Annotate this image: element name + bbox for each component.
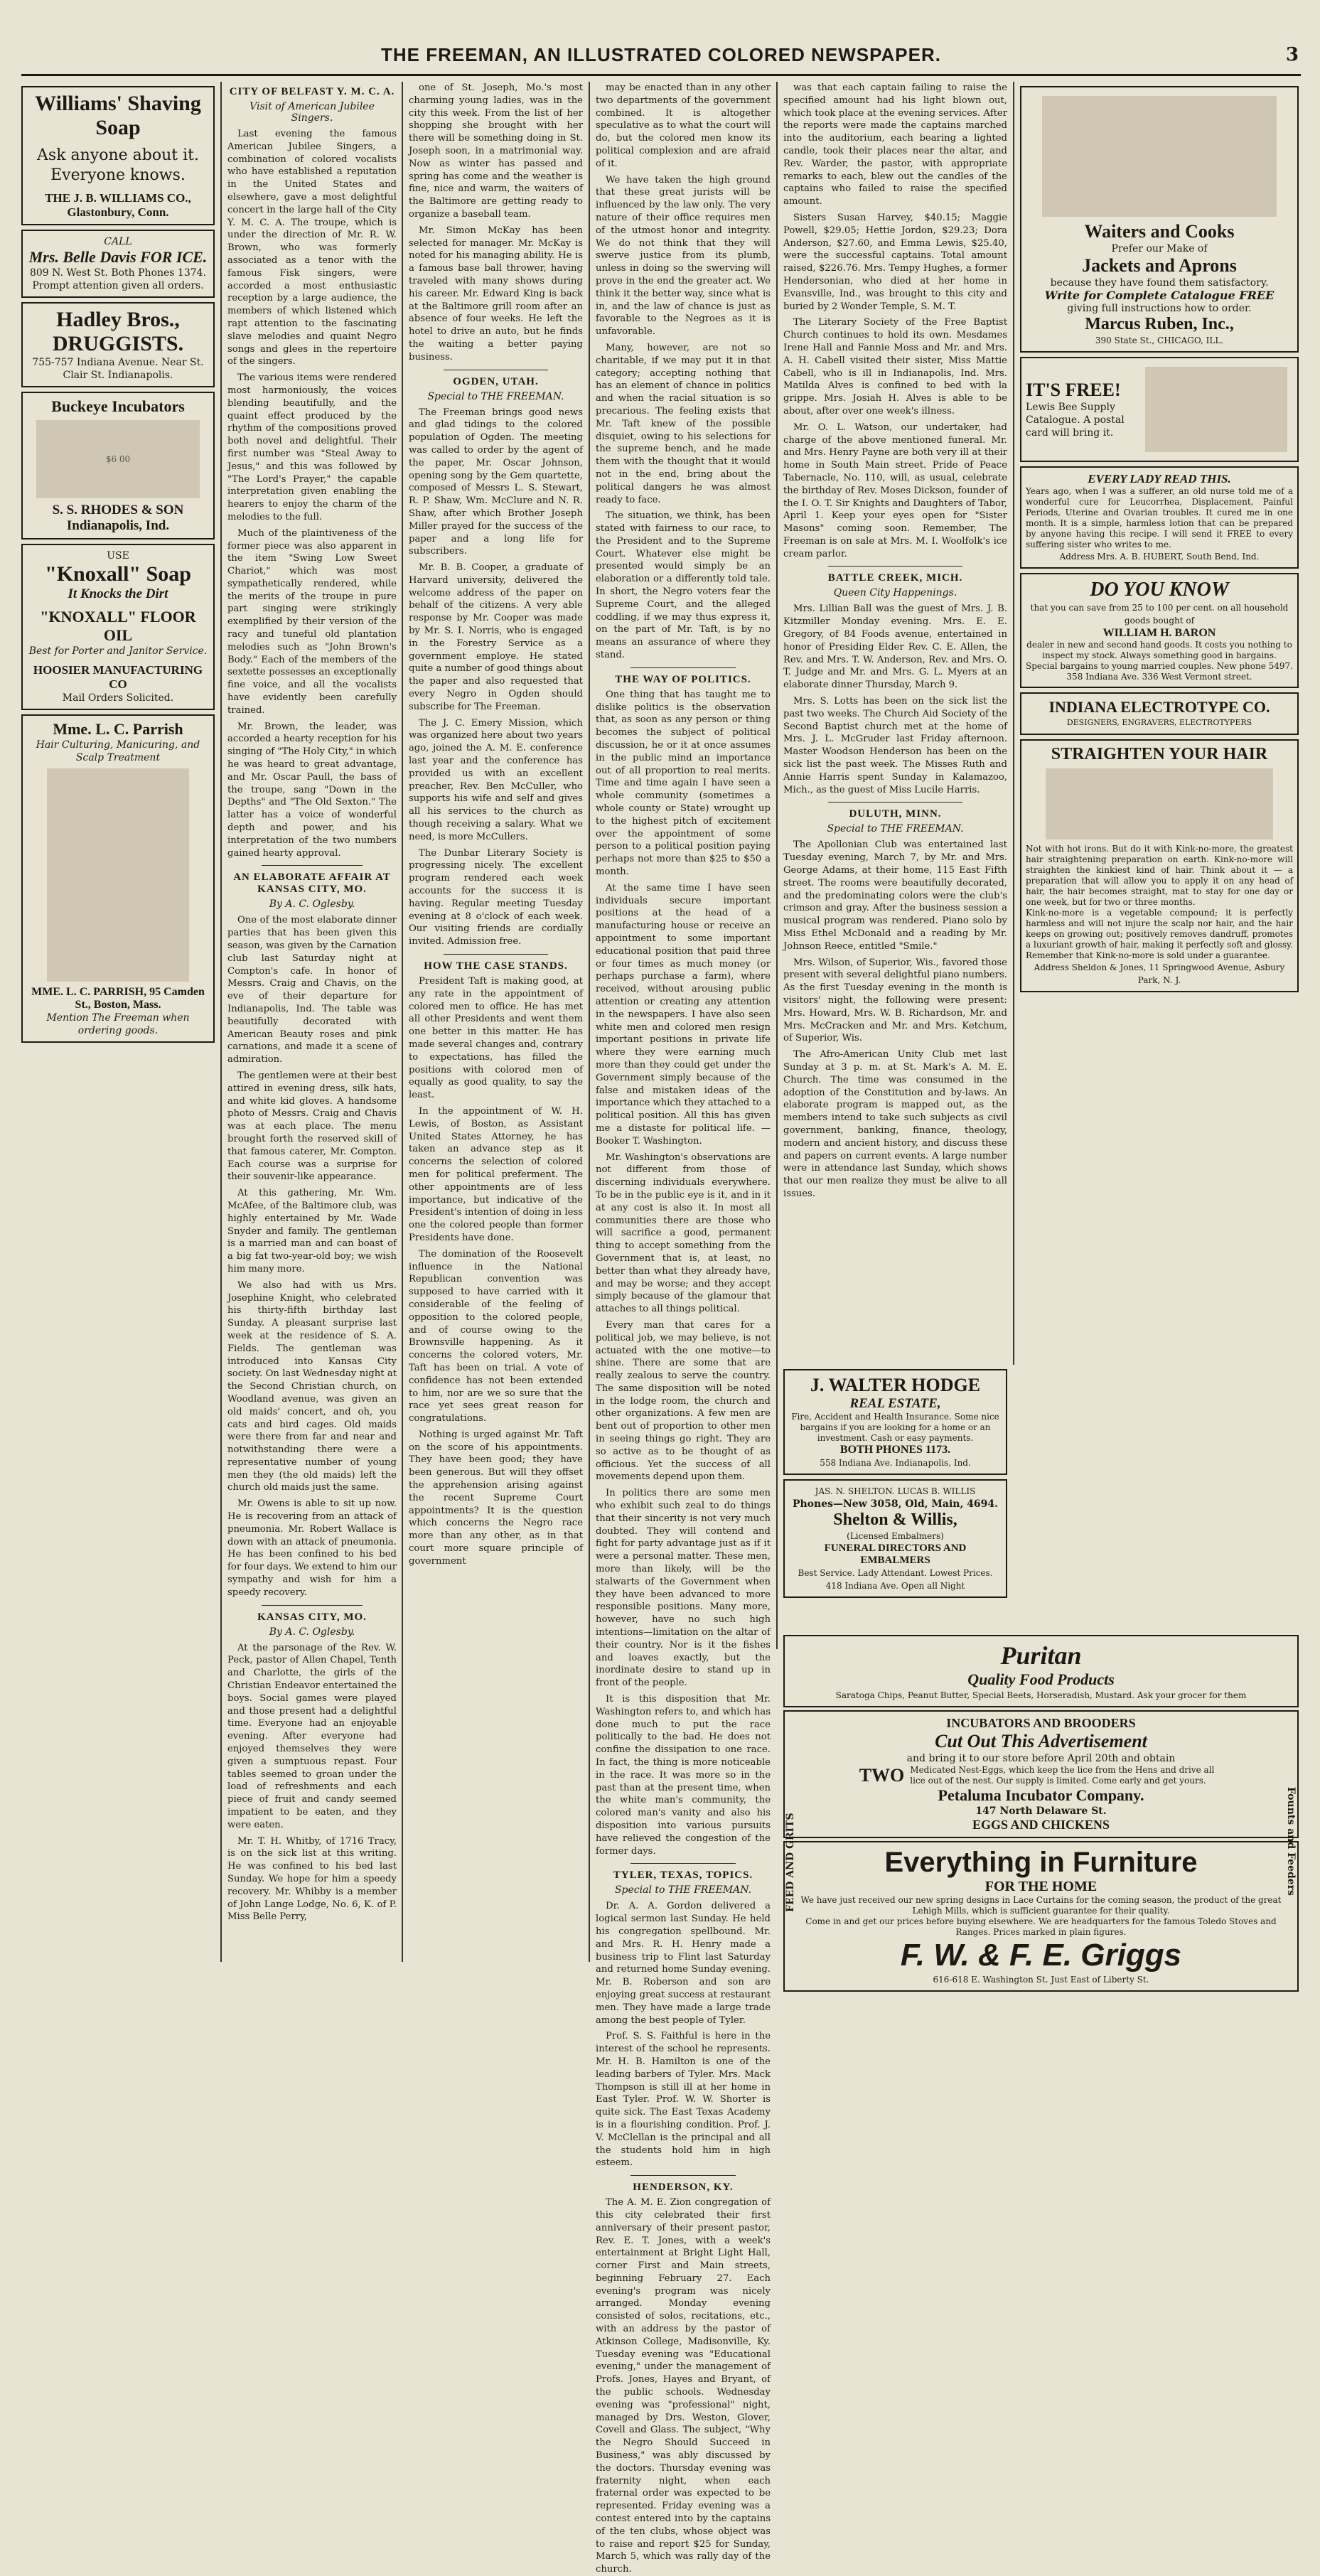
bring-text: and bring it to our store before April 20th and obtain [906,1753,1176,1764]
page-number: 3 [1285,44,1299,65]
shelton-funeral: FUNERAL DIRECTORS AND EMBALMERS [824,1542,967,1566]
headline-henderson: HENDERSON, KY. [633,2181,734,2194]
belle-davis-address: 809 N. West St. Both Phones 1374. Prompt attention given all orders. [29,267,207,291]
shelton-subtitle: (Licensed Embalmers) [847,1531,944,1541]
electrotype-subtitle: DESIGNERS, ENGRAVERS, ELECTROTYPERS [1066,718,1252,727]
dateline: Special to THE FREEMAN. [827,823,964,835]
column-ads-left [21,82,215,1969]
knocks-dirt: It Knocks the Dirt [68,586,168,601]
bee-illustration [1145,367,1287,452]
article-paragraph: The gentlemen were at their best attired in evening dress, silk hats, and white kid gloves. A handsome photo of Messrs. Craig and Chavis was at each place. The menu brought forth the reserved skill of that famous caterer, Mr. Compton. Each course was a surprise for their souvenir-like appearance. [227,1070,397,1183]
parrish-ad [21,714,215,1043]
article-paragraph: one of St. Joseph, Mo.'s most charming young ladies, was in the city this week. From the list of her shopping she brought with her there will be something doing in St. Joseph soon, in a matrimonial way. Now as winter has passed and spring has come and the weather is fine, nice and warm, the waiters of the Baltimore are getting ready to organize a baseball team. [409,82,583,220]
furniture-text-2: Come in and get our prices before buying elsewhere. We are headquarters for the famous Toledo Stoves and Ranges. Prices marked in plain figures. [805,1916,1277,1937]
article-separator [262,1605,363,1606]
article-paragraph: In the appointment of W. H. Lewis, of Boston, as Assistant United States Attorney, he has taken an advance step as it concerns the selection of colored men for political preferment. The other appointments are of less importance, but indicative of the President's intention of doing in less one the colored people than former Presidents have done. [409,1105,583,1243]
hoosier-name: HOOSIER MANUFACTURING CO [33,663,203,691]
nest-eggs-text: Medicated Nest-Eggs, which keep the lice from the Hens and drive all lice out of the nest. Our supply is limited. Come early and get yours. [910,1765,1215,1786]
article-paragraph: Last evening the famous American Jubilee Singers, a combination of colored vocalists who have established a reputation in the United States and elsewhere, gave a most delightful concert in the large hall of the City Y. M. C. A. The troupe, which is under the direction of Mr. R. W. Brown, who was formerly associated as a tenor with the famous Fisk singers, were accorded a most enthusiastic reception by a large audience, the members of which listened which rapt attention to the fascinating slave melodies and quaint Negro songs and glees in the repertoire of the singers. [227,129,397,367]
knoxall-soap: "Knoxall" Soap [45,562,191,586]
incubators-title: INCUBATORS AND BROODERS [946,1716,1136,1730]
williams-company: THE J. B. WILLIAMS CO., Glastonbury, Conn. [45,191,191,219]
article-separator [631,2175,736,2176]
williams-ad [21,86,215,225]
column-divider [776,82,778,1649]
hadley-name: Hadley Bros., DRUGGISTS. [52,308,184,355]
jackets-title: Jackets and Aprons [1082,255,1237,276]
article-paragraph: The J. C. Emery Mission, which was organized here about two years ago, joined the A. M. E. conference last year and the conference has provided us with an excellent preacher, Rev. Ben McCuller, who supports his wife and self and gives all his services to the church as though receiving a salary. What we need, is more McCullers. [409,717,583,842]
shelton-name: Shelton & Willis, [833,1510,957,1529]
kink-text: Not with hot irons. But do it with Kink-no-more, the greatest hair straightening preparation on earth. Kink-no-more will straighten the kinkiest kind of hair. Think about it — a preparation that will allow you to apply it on any head of hair, the hair becomes straight, mat to stay for one day or one week, but for two or three months. [1026,844,1293,907]
porter-service: Best for Porter and Janitor Service. [28,645,208,657]
kink-text-2: Kink-no-more is a vegetable compound; it is perfectly harmless and will not injure the scalp nor hair, and the hair keeps on growing out; positively removes dandruff, promotes a luxuriant growth of hair, making it perfectly soft and glossy. Remember that Kink-no-more is sold under a guarantee. [1026,908,1293,960]
baron-name: WILLIAM H. BARON [1102,627,1216,639]
headline-tyler: TYLER, TEXAS, TOPICS. [613,1869,753,1882]
article-paragraph: Mr. T. H. Whitby, of 1716 Tracy, is on the sick list at this writing. He was confined to his bed last Sunday. We hope for him a speedy recovery. Mr. Whibby is a member of John Lange Lodge, No. 6, K. of P. Miss Belle Perry, [227,1835,397,1923]
knoxall-ad [21,544,215,710]
waiters-illustration [1042,96,1277,217]
article-paragraph: Mr. Brown, the leader, was accorded a hearty reception for his singing of "The Holy City," in which he was heard to great advantage, and Mr. Oscar Paull, the bass of the troupe, sang "Down in the Depths" and "The Old Sexton." The latter has a voice of wonderful depth and power, and his interpretation of the two numbers gained hearty approval. [227,721,397,859]
furniture-text: We have just received our new spring designs in Lace Curtains for the coming season, the product of the great Lehigh Mills, which is sufficient guarantee for their quality. [800,1895,1282,1916]
lady-title: EVERY LADY READ THIS. [1088,472,1231,485]
know-title: DO YOU KNOW [1090,579,1229,601]
puritan-text: Saratoga Chips, Peanut Butter, Special Beets, Horseradish, Mustard. Ask your grocer for them [835,1690,1247,1700]
use-label: USE [107,550,129,562]
article-paragraph: was that each captain failing to raise the specified amount had his light blown out, which took place at the evening services. After the reports were made the captains marched into the auditorium, each bearing a lighted candle, took their places near the altar, and Rev. Warder, the pastor, with appropriate remarks to each, blew out the candles of the captains who failed to raise the specified amount. [783,82,1007,208]
bottom-ads [783,1635,1299,1985]
article-paragraph: The Afro-American Unity Club met last Sunday at 3 p. m. at St. Mark's A. M. E. Church. The time was consumed in the adoption of the Constitution and by-laws. An elaborate program is mapped out, as the members intend to take such subjects as civil government, banking, finance, theology, modern and ancient history, and discuss these and papers on current events. A large number were in attendance last Sunday, which shows that our men realize they must be alive to all issues. [783,1049,1007,1199]
hodge-insurance: Fire, Accident and Health Insurance. Some nice bargains if you are looking for a home or an investment. Cash or easy payments. [791,1412,999,1443]
catalogue-offer: Write for Complete Catalogue FREE [1044,289,1275,302]
headline-kansas-city: KANSAS CITY, MO. [257,1611,367,1623]
petaluma-name: Petaluma Incubator Company. [938,1786,1144,1804]
subhead-belfast: Visit of American Jubilee Singers. [249,101,375,124]
headline-belfast: CITY OF BELFAST Y. M. C. A. [229,86,395,97]
article-paragraph: At this gathering, Mr. Wm. McAfee, of the Baltimore club, was highly entertained by Mr. Wade Snyder and family. The gentleman is a married man and can boast of a big fat two-year-old boy; we wish him many more. [227,1188,397,1274]
know-text: that you can save from 25 to 100 per cent. on all household goods bought of [1030,603,1289,626]
article-paragraph: Many, however, are not so charitable, if we may put it in that category; accepting nothing that has an element of chance in politics and when the racial situation is so precarious. The feeling exists that Mr. Taft knew of the possible disquiet, owing to his selections for the supreme bench, and he made them with the thought that it would not in the end, bring about the political dangers he was almost ready to face. [596,342,771,505]
hadley-ad [21,302,215,387]
dateline: Special to THE FREEMAN. [614,1884,752,1896]
kink-ad [1020,739,1299,992]
eggs-chickens: EGGS AND CHICKENS [972,1818,1110,1832]
article-separator [828,802,962,803]
lady-text: Years ago, when I was a sufferer, an old nurse told me of a wonderful cure for Leucorrhea, Displacement, Painful Periods, Uterine and Ovarian troubles. It cured me in one month. It is a simple, harmless lotion that can be prepared by anyone having this recipe. I will send it FREE to every suffering sister who writes to me. [1026,486,1293,549]
article-paragraph: Much of the plaintiveness of the former piece was also apparent in the item "Swing Low Sweet Chariot," which was most sympathetically rendered, while the merits of the troupe in pure part singing were strikingly exemplified by their version of the racy and tuneful old plantation melodies such as "John Brown's Body." Each of the members of the sextette possesses an exceptionally fine voice, and all the vocalists have evidently been carefully trained. [227,527,397,716]
article-paragraph: Dr. A. A. Gordon delivered a logical sermon last Sunday. He held his congregation spellbound. Mr. and Mrs. R. H. Henry made a business trip to Flint last Saturday and returned home Sunday evening. Mr. B. Roberson and son are enjoying great success at restaurant men. They have made a large trade among the best people of Tyler. [596,1901,771,2026]
feed-grits-label: FEED AND GRITS [785,1813,796,1912]
hair-illustration [1046,768,1273,839]
column-ads-right [1020,82,1299,1365]
article-paragraph: The Literary Society of the Free Baptist Church continues to hold its own. Mesdames Irene Hall and Fannie Moss and Mr. and Mrs. A. H. Cabell visited their sister, Miss Mattie Cabell, who is ill in Indianapolis, Ind. Mrs. Matilda Alves is confined to bed with la grippe. Mrs. Josiah H. Alves is able to be about, after over one week's illness. [783,317,1007,417]
article-paragraph: At the same time I have seen individuals secure important positions at the head of a manufacturing house or receive an appointment to some important educational position that paid three or four times as much money (or perhaps purchase a farm), where received, without arousing public attention or creating any attention in the newspapers. I have also seen white men and colored men resign important positions in private life where they were earning much more than they could get under the Government simply because of the false and mistaken ideas of the importance which they attached to a political position. All this has given me a distaste for political life. — Booker T. Washington. [596,882,771,1147]
dateline: Special to THE FREEMAN. [427,390,564,402]
article-paragraph: We also had with us Mrs. Josephine Knight, who celebrated his thirty-fifth birthday last Sunday. A pleasant surprise last week at the residence of S. A. Fields. The gentleman was introduced into Kansas City society. On last Wednesday night at the Second Christian church, on Woodland avenue, was given an old maids' concert, and oh, you cats and bird cages. Old maids were there from far and near and notwithstanding there were a representative number of young men they (the old maids) left the church old maids just the same. [227,1279,397,1493]
parrish-subtitle: Hair Culturing, Manicuring, and Scalp Treatment [36,739,200,763]
article-paragraph: Mr. Simon McKay has been selected for manager. Mr. McKay is noted for his managing ability. He is a famous base ball thrower, having traveled with many shows during his career. Mr. Edward King is back at the Baltimore grill room after an absence of four weeks. He left the hotel to drive an auto, but he finds the waiting a better paying business. [409,225,583,363]
griggs-ad [783,1841,1299,1992]
article-paragraph: One of the most elaborate dinner parties that has been given this season, was given by the Carnation club last Saturday night at Compton's cafe. In honor of Messrs. Craig and Chavis, on the eve of their departure for Indianapolis, Ind. The table was beautifully decorated with American Beauty roses and pink carnations, and made it a scene of admiration. [227,915,397,1066]
article-paragraph: may be enacted than in any other two departments of the government combined. It is altogether speculative as to what the court will do, but the colored men know its political complexion and are afraid of it. [596,82,771,169]
article-paragraph: One thing that has taught me to dislike politics is the observation that, as soon as any person or thing becomes the subject of political discussion, he or it at once assumes in the public mind an importance out of all proportion to real merits. Time and time again I have seen a whole community (sometimes a whole county or State) wrought up to the highest pitch of excitement over the appointment of some person to a political position paying perhaps not more than $25 to $50 a month. [596,689,771,878]
hodge-ad [783,1369,1007,1475]
masthead: THE FREEMAN, AN ILLUSTRATED COLORED NEWSPAPER. [381,44,941,65]
for-home: FOR THE HOME [984,1879,1098,1894]
baron-ad [1020,573,1299,688]
griggs-name: F. W. & F. E. Griggs [900,1938,1182,1973]
shelton-names: JAS. N. SHELTON. LUCAS B. WILLIS [815,1486,976,1496]
article-paragraph: The various items were rendered most harmoniously, the voices blending beautifully, and the quaint effect produced by the rhythm of the compositions proved both novel and delightful. Their first number was "Steal Away to Jesus," and this was followed by "The Lord's Prayer," the capable interpretation given enabling the hearers to enjoy the charm of the melodies to the full. [227,372,397,522]
article-paragraph: Every man that cares for a political job, we may believe, is not actuated with the one motive—to shine. There are some that are really zealous to serve the country. The same disposition will be noted in the lodge room, the church and other organizations. A few men are bent out of proportion to other men in seeing things go right. They are so active as to be thought of as officious. Yet the success of all movements depend upon them. [596,1319,771,1483]
free-text: Lewis Bee Supply Catalogue. A postal card will bring it. [1026,402,1125,439]
griggs-address: 616-618 E. Washington St. Just East of Liberty St. [933,1975,1149,1985]
article-paragraph: Mr. O. L. Watson, our undertaker, had charge of the above mentioned funeral. Mr. and Mrs. Henry Payne are both very ill at their home in South Main street. Pride of Peace Tabernacle, No. 110, will, as usual, celebrate the birthday of Rev. Moses Dickson, founder of the I. O. T. Sir Knights and Daughters of Tabor, April 1. Keep your eyes open for "Sister Masons" coming soon. Remember, The Freeman is on sale at Mrs. M. I. Woolfolk's ice cream parlor. [783,422,1007,559]
hodge-subtitle: REAL ESTATE, [849,1396,941,1411]
column-divider [589,82,590,1962]
column-divider [402,82,403,1962]
article-paragraph: The Freeman brings good news and glad tidings to the colored population of Ogden. The meeting was called to order by the agent of the paper, Mr. Oscar Johnson, opening song by the Gem quartette, composed of Messrs L. S. Stewart, R. P. Shaw, Wm. McClure and N. R. Shaw, after which Brother Joseph Miller prayed for the success of the paper and a long life for subscribers. [409,407,583,557]
lady-ad [1020,466,1299,569]
article-paragraph: Mrs. S. Lotts has been on the sick list the past two weeks. The Church Aid Society of the Second Baptist church met at the home of Mrs. J. L. McGruder last Friday afternoon. Master Woodson Henderson has been on the sick list the past week. The Misses Ruth and Annie Harris spent Sunday in Kalamazoo, Mich., as the guest of Miss Lucile Harris. [783,696,1007,795]
article-paragraph: The Apollonian Club was entertained last Tuesday evening, March 7, by Mr. and Mrs. George Adams, at their home, 115 East Fifth street. The rooms were beautifully decorated, and the predominating colors were the club's crimson and gray. After the business session a musical program was rendered. Piano solo by Miss Ethel McDonald and a reading by Mr. Johnson Reece, entitled "Smile." [783,839,1007,952]
article-paragraph: Mrs. Wilson, of Superior, Wis., favored those present with several delightful piano numbers. As the first Tuesday evening in the month is visitors' night, the following were present: Mrs. Howard, Mrs. W. B. Richardson, Mr. and Mrs. McCracken and Mr. and Mrs. Ketchum, of Superior, Wis. [783,957,1007,1044]
article-separator [631,667,736,668]
article-separator [631,1863,736,1864]
headline-duluth: DULUTH, MINN. [849,808,942,820]
parrish-name: Mme. L. C. Parrish [53,720,183,738]
hodge-phone: BOTH PHONES 1173. [839,1444,951,1456]
straighten-title: STRAIGHTEN YOUR HAIR [1051,745,1268,763]
article-paragraph: Prof. S. S. Faithful is here in the interest of the school he represents. Mr. H. B. Hamilton is one of the leading barbers of Tyler. Mrs. Mack Thompson is still ill at her home in East Tyler. Prof. W. W. Shorter is quite sick. The East Texas Academy is in a flourishing condition. Prof. J. V. McClellan is the principal and all the students hold him in high esteem. [596,2031,771,2169]
belle-davis-name: Mrs. Belle Davis FOR ICE. [28,248,208,266]
ruben-address: 390 State St., CHICAGO, ILL. [1095,336,1224,345]
article-paragraph: Nothing is urged against Mr. Taft on the score of his appointments. They have been good; they have been generous. But will they offset the apprehension arising against the recent Supreme Court appointments? It is the question which concerns the Negro race more than any other, as in that court more square principle of government [409,1429,583,1567]
article-paragraph: We have taken the high ground that these great jurists will be influenced by the law only. The very nature of their office requires men of the utmost honor and integrity. We do not think that they will swerve justice from its plumb, unless in doing so the swerving will prove in the end the greater act. We think it the better way, since what is in, and the law of chance is just as favorable to the Negroes as it is unfavorable. [596,174,771,338]
waiters-prefer: Prefer our Make of [1111,243,1208,254]
column-divider [220,82,222,1962]
column-5-ads [783,1365,1007,1628]
puritan-ad [783,1635,1299,1707]
subhead: Queen City Happenings. [833,587,957,599]
article-paragraph: Sisters Susan Harvey, $40.15; Maggie Powell, $29.05; Hettie Jordon, $29.23; Dora Anderson, $27.60, and Emma Lewis, $25.40, were the successful captains. Total amount raised, $226.76. Mrs. Tempy Hughes, a former Hendersonian, who died at her home in Evansville, Ind., was brought to this city and buried by 2 Wonder Temple, S. M. T. [783,212,1007,312]
knoxall-floor-oil: "KNOXALL" FLOOR OIL [40,608,196,644]
article-separator [262,865,363,866]
column-3 [409,82,583,1969]
column-divider [1013,82,1014,1365]
hadley-address: 755-757 Indiana Avenue. Near St. Clair St. Indianapolis. [32,357,204,381]
headline-battle-creek: BATTLE CREEK, MICH. [827,572,963,584]
buckeye-ad [21,392,215,540]
headline-way-of-politics: THE WAY OF POLITICS. [615,673,751,685]
baron-text: dealer in new and second hand goods. It costs you nothing to inspect my stock. Always something good in bargains. Special bargains to young married couples. New phone 5497. 358 Indiana Ave. 336 West Vermont street. [1026,640,1293,682]
article-paragraph: President Taft is making good, at any rate in the appointment of colored men to office. He has met all other Presidents and went them one better in this matter. He has made several changes and, contrary to expectations, has filled the positions with colored men of equally as good quality, to say the least. [409,976,583,1101]
williams-title: Williams' Shaving Soap [35,92,201,139]
shelton-service: Best Service. Lady Attendant. Lowest Prices. [798,1568,993,1578]
order-instructions: giving full instructions how to order. [1067,303,1252,314]
masthead-rule [21,74,1301,76]
article-paragraph: The Dunbar Literary Society is progressing nicely. The excellent program rendered each week accounts for the success it is having. Regular meeting Tuesday evening at 8 o'clock of each week. Our visiting friends are cordially invited. Admission free. [409,847,583,948]
founts-feeders-label: Founts and Feeders [1285,1786,1297,1896]
parrish-note: Mention The Freeman when ordering goods. [46,1012,190,1036]
call-label: CALL [104,236,132,247]
ruben-name: Marcus Ruben, Inc., [1085,315,1234,333]
article-paragraph: In politics there are some men who exhibit such zeal to do things that their sincerity is not very much doubted. They will contend and fight for party advantage just as if it were a personal matter. These men, more than likely, will be the stalwarts of the Government when they have been advanced to more responsible positions. Many more, however, have no such high intentions—limitation on the altar of their country. Nor is it the fishes and loaves exactly, but the inordinate desire to stand up in front of the people. [596,1488,771,1689]
article-paragraph: It is this disposition that Mr. Washington refers to, and which has done much to put the race politically to the bad. He does not confine the dissipation to one race. In fact, the thing is more noticeable in the race. It was more so in the past than at the present time, when the white man's community, the colored man's vanity and also his disposition into various pursuits have relieved the congestion of the former days. [596,1694,771,1857]
article-paragraph: At the parsonage of the Rev. W. Peck, pastor of Allen Chapel, Tenth and Charlotte, the girls of the Christian Endeavor entertained the boys. Social games were played and those present had a delightful time. Everyone had an enjoyable evening. After everyone had enjoyed themselves they were given a sumptuous repast. Four tables seemed to groan under the load of refreshments and each piece of fruit and candy seemed impatient to be eaten, and they were eaten. [227,1642,397,1830]
column-5 [783,82,1007,1358]
headline-kansas-affair: AN ELABORATE AFFAIR AT KANSAS CITY, MO. [233,871,391,896]
headline-case-stands: HOW THE CASE STANDS. [424,960,568,972]
belle-davis-ad [21,230,215,298]
cutout-title: Cut Out This Advertisement [935,1731,1147,1751]
article-separator [828,566,962,567]
bee-supply-ad [1020,357,1299,462]
hodge-name: J. WALTER HODGE [810,1375,981,1395]
portrait-illustration [47,768,189,982]
williams-text: Ask anyone about it. Everyone knows. [37,146,199,184]
petaluma-ad [783,1710,1299,1838]
byline: By A. C. Oglesby. [269,1626,355,1638]
ruben-ad [1020,86,1299,353]
shelton-phones: Phones—New 3058, Old, Main, 4694. [792,1498,999,1510]
shelton-address: 418 Indiana Ave. Open all Night [825,1581,965,1591]
puritan-title: Puritan [1000,1641,1082,1670]
buckeye-title: Buckeye Incubators [51,397,185,415]
column-2 [227,82,397,1969]
article-paragraph: Mrs. Lillian Ball was the guest of Mrs. J. B. Kitzmiller Monday evening. Mrs. E. E. Gregory, of 84 Foods avenue, entertained in honor of Presiding Elder Rev. C. E. Allen, the Rev. and Mrs. T. W. Anderson, Rev. and Mrs. O. T. Judge and Mr. and Mrs. G. L. Myers at an elaborate dinner Thursday, March 9. [783,603,1007,691]
article-paragraph: The A. M. E. Zion congregation of this city celebrated their first anniversary of their present pastor, Rev. E. T. Jones, with a week's entertainment at Bright Light Hall, corner First and Main streets, beginning February 27. Each evening's program was nicely arranged. Monday evening consisted of solos, recitations, etc., with an address by the pastor of Atkinson College, Madisonville, Ky. Tuesday evening was "Educational evening," under the management of Profs. Jones, Hayes and Bryant, of the public schools. Wednesday evening was "professional" night, managed by Drs. Weston, Glover, Covell and Glass. The subject, "Why the Negro Should Succeed in Business," was ably discussed by the doctors. Thursday evening was fraternity night, when each fraternal order was expected to be represented. Friday evening was a contest entered into by the captains of the ten clubs, whose object was to raise and report $25 for Sunday, March 5, which was rally day of the church. [596,2197,771,2575]
furniture-title: Everything in Furniture [884,1847,1198,1878]
parrish-footer: MME. L. C. PARRISH, 95 Camden St., Boston, Mass. [31,986,205,1011]
article-paragraph: Mr. Owens is able to sit up now. He is recovering from an attack of pneumonia. Mr. Robert Wallace is down with an attack of pneumonia. He has been confined to his bed for four days. We extend to him our sympathy and wish for him a speedy recovery. [227,1498,397,1598]
electrotype-name: INDIANA ELECTROTYPE CO. [1048,698,1270,716]
article-paragraph: The situation, we think, has been stated with fairness to our race, to the President and to the Supreme Court. Whatever else might be presented would simply be an elaboration or a differently told tale. In short, the Negro voters fear the Supreme Court, and the alleged coddling, if we may thus express it, on the part of Mr. Taft, is by no means an assurance of where they stand. [596,510,771,661]
hodge-address: 558 Indiana Ave. Indianapolis, Ind. [820,1458,971,1468]
byline: By A. C. Oglesby. [269,898,355,911]
kink-address: Address Sheldon & Jones, 11 Springwood Avenue, Asbury Park, N. J. [1034,962,1285,985]
waiters-because: because they have found them satisfactory. [1050,277,1269,289]
article-paragraph: Mr. B. B. Cooper, a graduate of Harvard university, delivered the welcome address of the paper on behalf of the citizens. A very able response by Mr. Cooper was made by Mr. S. I. Norris, who is engaged in the Forestry Service as a government employe. He stated quite a number of good things about the paper and also requested that every Negro in Ogden should subscribe for The Freeman. [409,562,583,712]
two-label: TWO [859,1765,905,1786]
rhodes-name: S. S. RHODES & SON Indianapolis, Ind. [52,503,184,533]
buckeye-price: $6 00 [105,454,131,464]
puritan-subtitle: Quality Food Products [967,1670,1115,1688]
column-4 [596,82,771,2575]
lady-signature: Address Mrs. A. B. HUBERT, South Bend, Ind. [1059,552,1260,562]
article-separator [444,954,548,955]
free-title: IT'S FREE! [1026,380,1121,400]
waiters-title: Waiters and Cooks [1084,221,1235,242]
headline-ogden: OGDEN, UTAH. [453,375,539,387]
petaluma-address: 147 North Delaware St. [975,1805,1107,1817]
article-paragraph: Mr. Washington's observations are not different from those of discerning individuals everywhere. To be in the public eye is it, and in it at any cost is also it. In most all communities there are those who will sacrifice a good, permanent thing to accept something from the Government that is, at least, no better than what they already have, and may be worse; and they accept simply because of the glamour that attaches to all things political. [596,1152,771,1315]
shelton-ad [783,1479,1007,1598]
article-paragraph: The domination of the Roosevelt influence in the National Republican convention was supposed to have carried with it considerable of the feeling of opposition to the colored people, and of course owing to the Brownsville happening. As it concerns the colored voters, Mr. Taft has been on trial. A vote of confidence has not been extended to him, nor are we so sure that the race yet sees great reason for congratulations. [409,1248,583,1424]
hoosier-mail-orders: Mail Orders Solicited. [62,692,174,704]
incubator-illustration [36,420,200,498]
electrotype-ad [1020,692,1299,735]
